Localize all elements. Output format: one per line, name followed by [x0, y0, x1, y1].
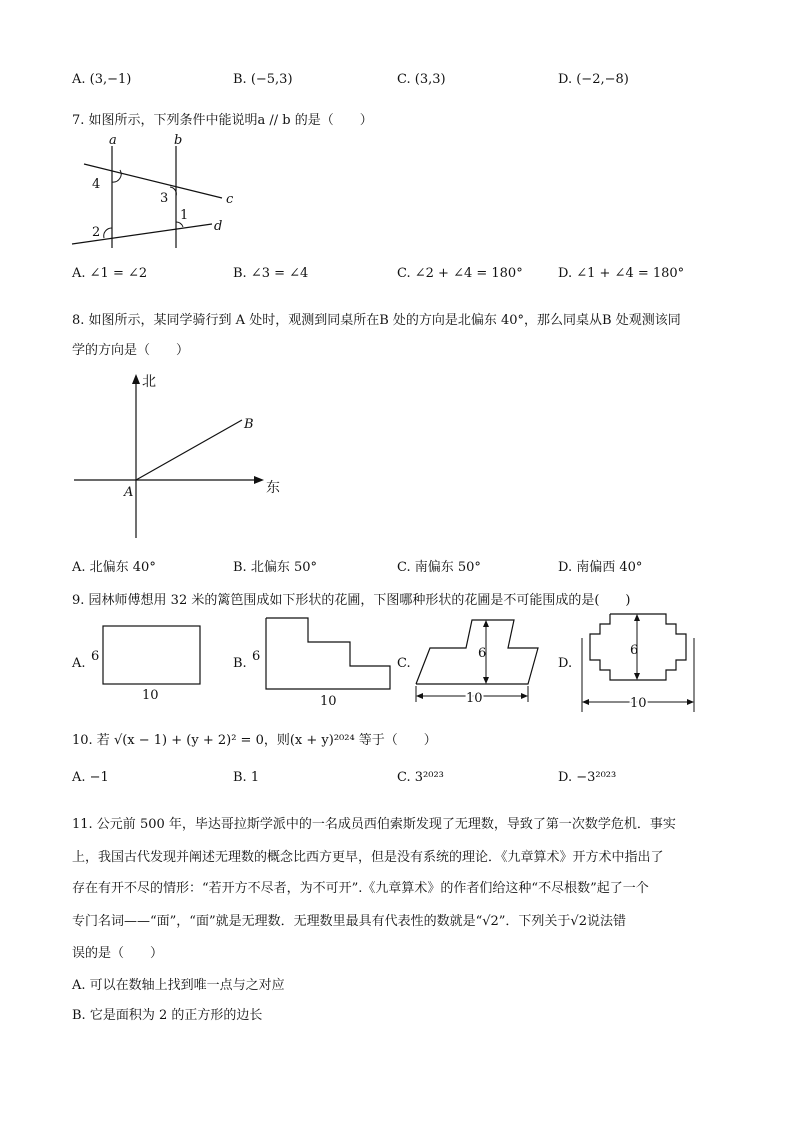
q9-d-width: 10: [630, 696, 647, 711]
q6-option-b: B. (−5,3): [233, 72, 293, 87]
q10-option-c: C. 3²⁰²³: [397, 770, 444, 785]
ray-ab: [136, 420, 242, 480]
q11-option-a: A. 可以在数轴上找到唯一点与之对应: [72, 978, 285, 993]
q8-stem-line2: 学的方向是（ ）: [72, 343, 190, 358]
q9-option-a-letter: A.: [72, 656, 86, 671]
q9-a-height: 6: [91, 649, 100, 664]
q9-option-c-letter: C.: [397, 656, 411, 671]
q11-option-b: B. 它是面积为 2 的正方形的边长: [72, 1008, 263, 1023]
q9-option-d-letter: D.: [558, 656, 573, 671]
label-4: 4: [92, 177, 101, 192]
q7-parallel-lines-figure: [64, 132, 254, 252]
angle-3-arc: [170, 187, 176, 196]
label-c: c: [226, 192, 234, 207]
label-point-b: B: [244, 417, 254, 432]
q8-direction-figure: [70, 370, 290, 545]
q7-option-b: B. ∠3 = ∠4: [233, 266, 309, 281]
q6-option-a: A. (3,−1): [72, 72, 132, 87]
q10-stem: 10. 若 √(x − 1) + (y + 2)² = 0，则(x + y)²⁰²⁴ 等于（ ）: [72, 733, 437, 748]
q6-option-c: C. (3,3): [397, 72, 446, 87]
label-b: b: [174, 133, 183, 148]
q7-option-c: C. ∠2 + ∠4 = 180°: [397, 266, 523, 281]
q8-option-a: A. 北偏东 40°: [72, 560, 156, 575]
q9-d-height: 6: [630, 643, 639, 658]
angle-2-arc: [104, 228, 112, 238]
q10-option-a: A. −1: [72, 770, 109, 785]
label-east: 东: [266, 480, 280, 496]
q9-option-b-letter: B.: [233, 656, 247, 671]
q9-c-height: 6: [478, 646, 487, 661]
q11-line-2: 上，我国古代发现并阐述无理数的概念比西方更早，但是没有系统的理论．《九章算术》开方术中指出了: [72, 850, 664, 865]
q9-option-c-notched-parallelogram: [412, 616, 544, 710]
q11-line-4: 专门名词——“面”，“面”就是无理数．无理数里最具有代表性的数就是“√2”．下列关于√2说法错: [72, 914, 626, 929]
line-c: [84, 164, 222, 198]
q7-option-a: A. ∠1 = ∠2: [72, 266, 148, 281]
label-a: a: [109, 133, 117, 148]
label-1: 1: [180, 208, 189, 223]
q8-option-b: B. 北偏东 50°: [233, 560, 317, 575]
q9-stem: 9. 园林师傅想用 32 米的篱笆围成如下形状的花圃，下图哪种形状的花圃是不可能围成的是( ): [72, 593, 631, 608]
q8-option-d: D. 南偏西 40°: [558, 560, 643, 575]
q9-c-width: 10: [466, 691, 483, 706]
q10-option-b: B. 1: [233, 770, 260, 785]
north-arrowhead: [132, 374, 140, 384]
label-2: 2: [92, 225, 101, 240]
q9-option-a-rectangle: [88, 620, 208, 702]
q11-line-3: 存在有开不尽的情形：“若开方不尽者，为不可开”.《九章算术》的作者们给这种“不尽根数”起了一个: [72, 881, 649, 896]
label-3: 3: [160, 191, 169, 206]
east-arrowhead: [254, 476, 264, 484]
q9-option-d-stepped-cross: [574, 608, 704, 716]
q7-stem: 7. 如图所示，下列条件中能说明a // b 的是（ ）: [72, 113, 373, 128]
q9-b-height: 6: [252, 649, 261, 664]
q9-option-b-stepped: [248, 614, 398, 708]
q9-a-width: 10: [142, 688, 159, 703]
label-point-a: A: [124, 485, 134, 500]
q11-line-1: 11. 公元前 500 年，毕达哥拉斯学派中的一名成员西伯索斯发现了无理数，导致了第一次数学危机．事实: [72, 817, 676, 832]
q11-line-5: 误的是（ ）: [72, 946, 164, 961]
label-north: 北: [142, 374, 156, 390]
q8-option-c: C. 南偏东 50°: [397, 560, 481, 575]
q7-option-d: D. ∠1 + ∠4 = 180°: [558, 266, 685, 281]
q9-b-width: 10: [320, 694, 337, 709]
label-d: d: [214, 219, 223, 234]
q8-stem-line1: 8. 如图所示，某同学骑行到 A 处时，观测到同桌所在B 处的方向是北偏东 40°，那么同桌从B 处观测该同: [72, 313, 681, 328]
q6-option-d: D. (−2,−8): [558, 72, 629, 87]
q10-option-d: D. −3²⁰²³: [558, 770, 617, 785]
